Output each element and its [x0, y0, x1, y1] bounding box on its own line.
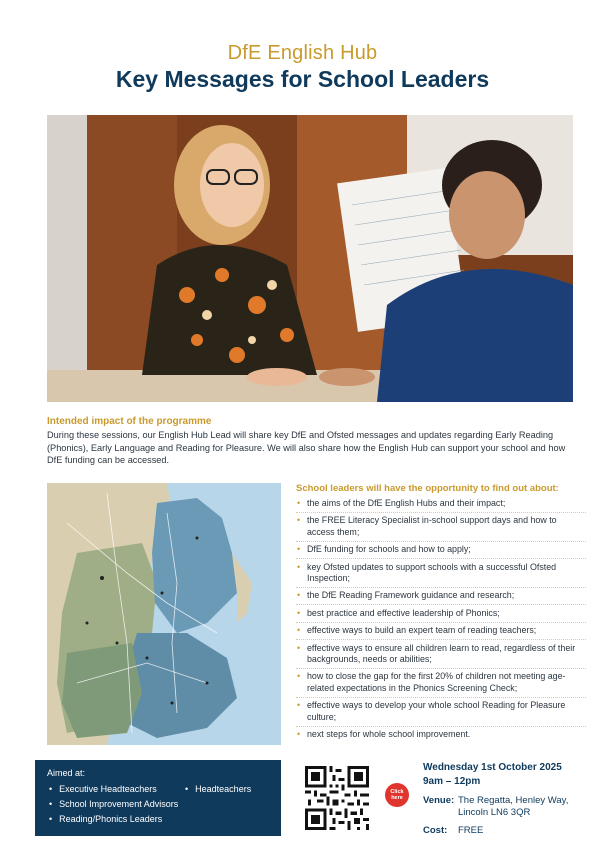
cost-value: FREE	[458, 825, 484, 836]
venue-label: Venue:	[423, 795, 455, 806]
event-time: 9am – 12pm	[423, 776, 481, 787]
audience-item: • Reading/Phonics Leaders	[49, 814, 162, 824]
teacher-child-photo	[47, 115, 573, 402]
list-item: • effective ways to develop your whole school Reading for Pleasure culture;	[296, 700, 586, 726]
event-date: Wednesday 1st October 2025	[423, 762, 562, 773]
click-label-line2: here	[391, 795, 403, 801]
list-item: • effective ways to build an expert team of reading teachers;	[296, 625, 586, 640]
impact-heading: Intended impact of the programme	[47, 416, 212, 427]
list-item: • the DfE Reading Framework guidance and research;	[296, 590, 586, 605]
cost-label: Cost:	[423, 825, 448, 836]
list-item: • the FREE Literacy Specialist in-school support days and how to access them;	[296, 515, 586, 541]
list-item: • DfE funding for schools and how to apply;	[296, 544, 586, 559]
impact-text: During these sessions, our English Hub Lead will share key DfE and Ofsted messages and updates regarding Early Reading (Phonics), Early Language and Reading for Pleasure. We will also share how the English Hub can support your school and how DfE funding can be accessed.	[47, 430, 566, 466]
audience-item: • Headteachers	[185, 784, 251, 794]
leaders-topic-list	[296, 498, 586, 746]
hub-subtitle: DfE English Hub	[227, 42, 378, 64]
region-map	[47, 483, 281, 745]
audience-label: Aimed at:	[47, 768, 86, 778]
leaders-heading: School leaders will have the opportunity to find out about:	[296, 483, 559, 494]
venue-address-line1: The Regatta, Henley Way,	[458, 795, 569, 806]
audience-box	[35, 760, 281, 836]
qr-code[interactable]	[305, 766, 369, 830]
click-label-line1: Click	[390, 789, 404, 795]
audience-item: • School Improvement Advisors	[49, 799, 178, 809]
click-here-button[interactable]	[385, 783, 409, 807]
venue-address-line2: Lincoln LN6 3QR	[458, 807, 531, 818]
list-item: • how to close the gap for the first 20% of children not meeting age-related expectations in the Phonics Screening Check;	[296, 671, 586, 697]
list-item: • best practice and effective leadership of Phonics;	[296, 608, 586, 623]
page-title: Key Messages for School Leaders	[115, 66, 490, 92]
list-item: • the aims of the DfE English Hubs and their impact;	[296, 498, 586, 513]
list-item: • next steps for whole school improvement.	[296, 729, 586, 743]
list-item: • key Ofsted updates to support schools with a successful Ofsted Inspection;	[296, 562, 586, 588]
audience-item: • Executive Headteachers	[49, 784, 157, 794]
list-item: • effective ways to ensure all children learn to read, regardless of their backgrounds, needs or abilities;	[296, 643, 586, 669]
